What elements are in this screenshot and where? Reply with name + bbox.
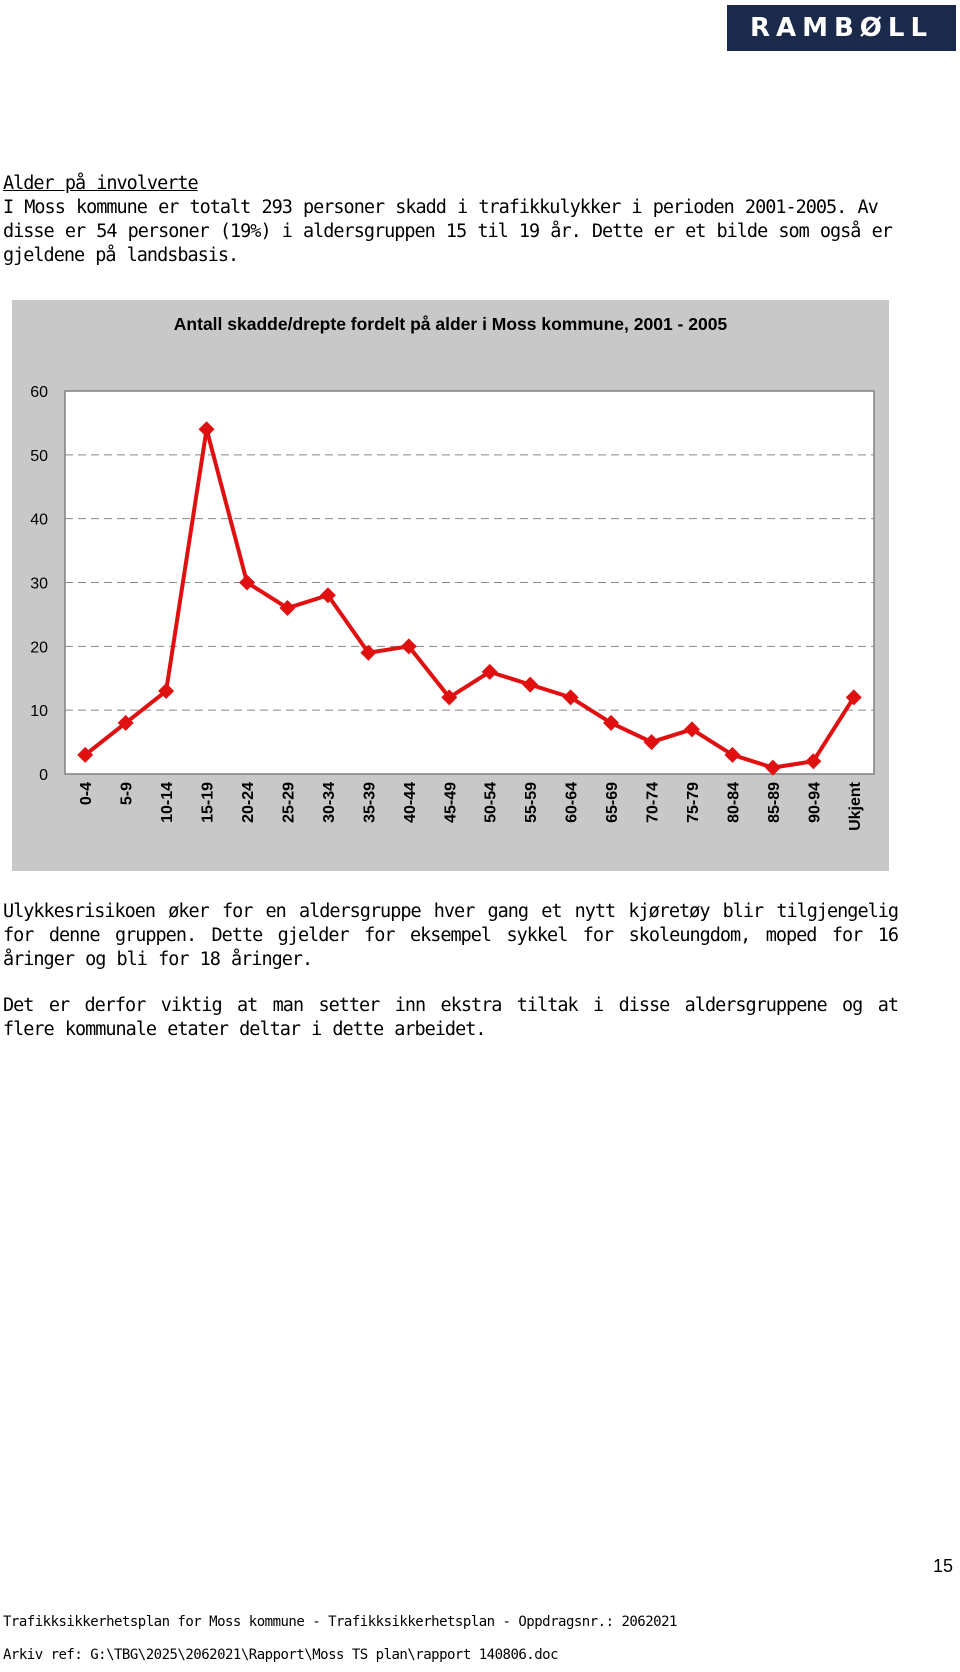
y-tick-label: 30 — [30, 575, 48, 593]
x-tick-label: 0-4 — [78, 782, 96, 806]
footer-line-2: Arkiv ref: G:\TBG\2025\2062021\Rapport\Moss TS plan\rapport 140806.doc — [3, 1647, 559, 1663]
y-tick-label: 40 — [30, 511, 48, 529]
y-tick-label: 0 — [39, 767, 48, 784]
page-number: 15 — [932, 1556, 953, 1576]
x-tick-label: 35-39 — [361, 782, 379, 823]
y-tick-label: 50 — [30, 447, 48, 465]
x-tick-label: 65-69 — [604, 782, 622, 823]
x-tick-label: 55-59 — [523, 782, 541, 823]
paragraph-risk: Ulykkesrisikoen øker for en aldersgruppe hver gang et nytt kjøretøy blir tilgjengelig for denne gruppen. Dette gjelder for eksempel sykkel for skoleungdom, moped for 16 åringer og bli for 18 åringer. — [3, 901, 898, 970]
y-tick-label: 60 — [30, 384, 48, 401]
section-heading-block — [3, 172, 898, 196]
x-tick-label: 45-49 — [442, 782, 460, 823]
chart-title: Antall skadde/drepte fordelt på alder i Moss kommune, 2001 - 2005 — [173, 314, 728, 334]
x-tick-label: 80-84 — [725, 782, 743, 823]
x-tick-label: Ukjent — [846, 782, 864, 831]
x-tick-label: 40-44 — [401, 782, 419, 823]
x-tick-label: 75-79 — [684, 782, 702, 823]
paragraph-measures: Det er derfor viktig at man setter inn ekstra tiltak i disse aldersgruppene og at flere kommunale etater deltar i dette arbeidet. — [3, 995, 898, 1040]
ramboll-logo — [727, 5, 956, 51]
section-heading[interactable]: Alder på involverte — [3, 173, 198, 194]
x-tick-label: 20-24 — [240, 782, 258, 823]
y-tick-label: 10 — [30, 703, 48, 721]
line-chart — [12, 300, 889, 871]
x-tick-label: 30-34 — [320, 782, 338, 823]
x-tick-label: 10-14 — [159, 782, 177, 823]
x-tick-label: 70-74 — [644, 782, 662, 823]
x-tick-label: 85-89 — [765, 782, 783, 823]
y-tick-label: 20 — [30, 639, 48, 657]
footer-line-1: Trafikksikkerhetsplan for Moss kommune - Trafikksikkerhetsplan - Oppdragsnr.: 2062021 — [3, 1614, 677, 1630]
x-tick-label: 15-19 — [199, 782, 217, 823]
x-tick-label: 25-29 — [280, 782, 298, 823]
x-tick-label: 90-94 — [806, 782, 824, 823]
x-tick-label: 60-64 — [563, 782, 581, 823]
logo-text: RAMBØLL — [749, 13, 934, 43]
intro-paragraph: I Moss kommune er totalt 293 personer skadd i trafikkulykker i perioden 2001-2005. Av disse er 54 personer (19%) i aldersgruppen 15 til 19 år. Dette er et bilde som også er gjeldene på landsbasis. — [3, 197, 892, 266]
x-tick-label: 5-9 — [118, 782, 136, 806]
x-tick-label: 50-54 — [482, 782, 500, 823]
chart-container — [12, 300, 889, 871]
